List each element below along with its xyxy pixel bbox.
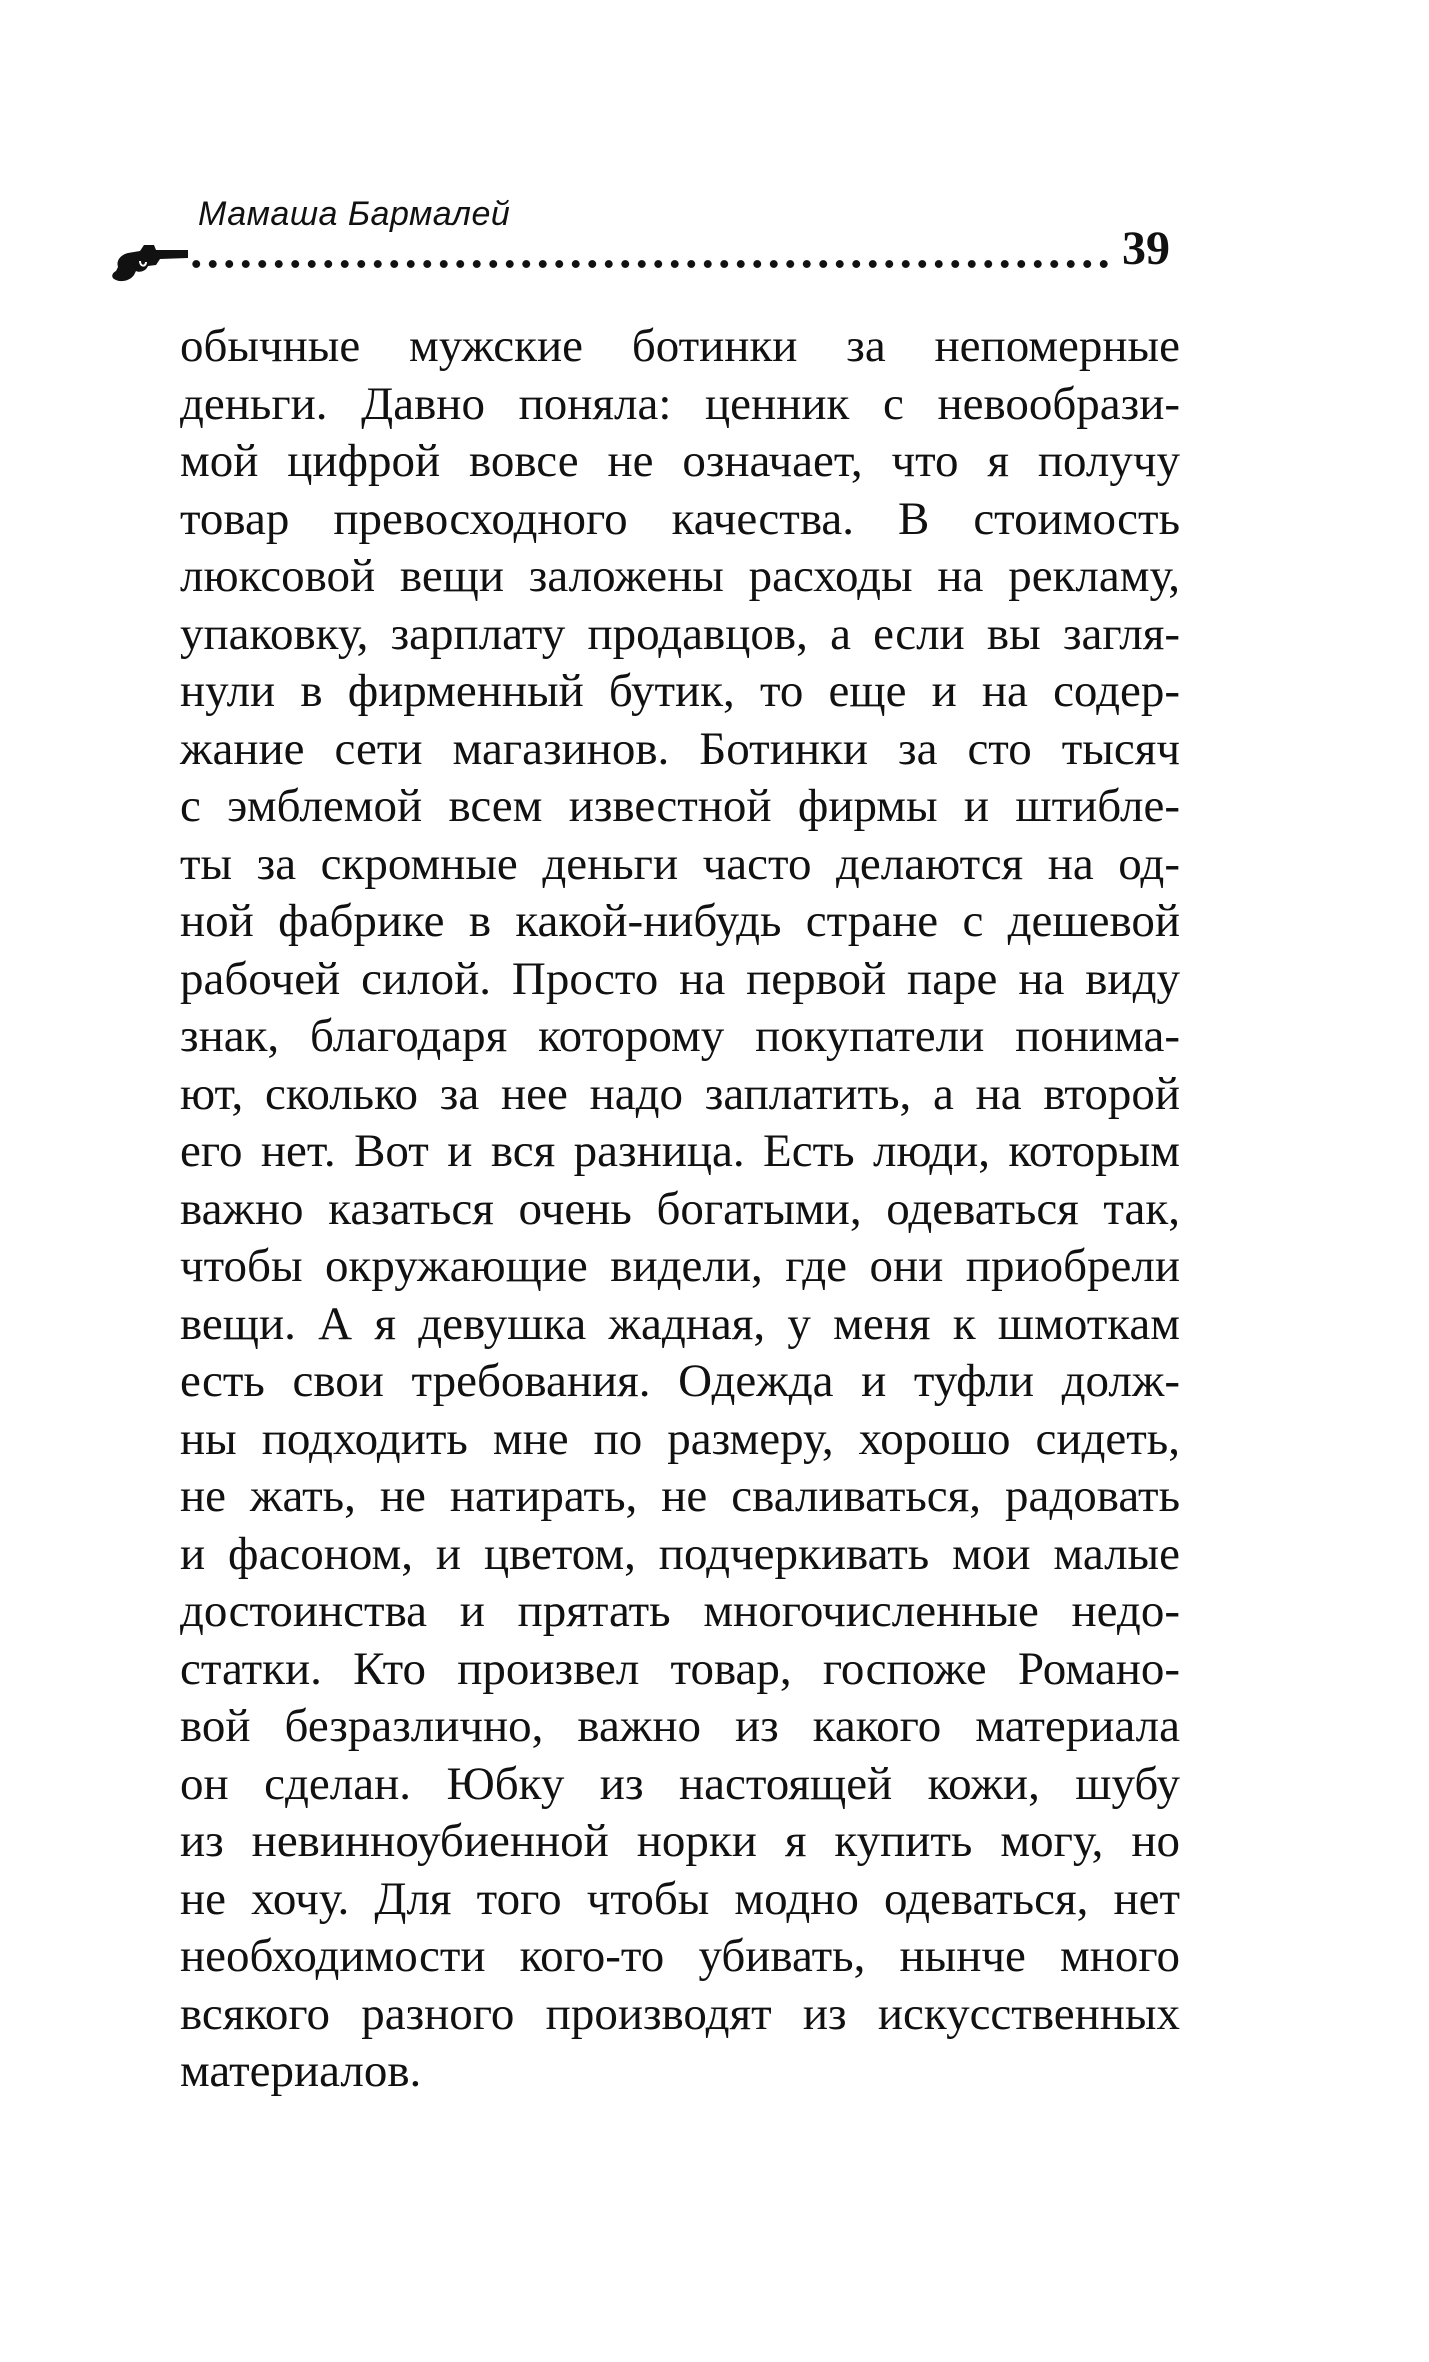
text-line: с эмблемой всем известной фирмы и штибле- (180, 780, 1180, 832)
text-line: нули в фирменный бутик, то еще и на содер- (180, 665, 1180, 717)
text-line: мой цифрой вовсе не означает, что я получу (180, 435, 1180, 487)
text-line: важно казаться очень богатыми, одеваться так, (180, 1182, 1180, 1235)
text-line: необходимости кого-то убивать, нынче много (180, 1930, 1180, 1982)
text-line: ют, сколько за нее надо заплатить, а на второй (180, 1067, 1180, 1120)
text-line: деньги. Давно поняла: ценник с невообрази- (180, 377, 1180, 430)
text-line: товар превосходного качества. В стоимость (180, 492, 1180, 545)
text-line: всякого разного производят из искусственных (180, 1987, 1180, 2040)
text-line: жание сети магазинов. Ботинки за сто тысяч (180, 722, 1180, 775)
text-line: чтобы окружающие видели, где они приобрели (180, 1240, 1180, 1292)
text-line: статки. Кто произвел товар, госпоже Романо- (180, 1642, 1180, 1695)
running-title: Мамаша Бармалей (198, 195, 511, 233)
page-number: 39 (1122, 222, 1170, 275)
text-line: рабочей силой. Просто на первой паре на виду (180, 952, 1180, 1005)
body-text (180, 318, 1180, 2101)
text-line: упаковку, зарплату продавцов, а если вы загля- (180, 607, 1180, 660)
text-line: вещи. А я девушка жадная, у меня к шмоткам (180, 1297, 1180, 1350)
text-line: вой безразлично, важно из какого материала (180, 1700, 1180, 1752)
text-line: не хочу. Для того чтобы модно одеваться, нет (180, 1872, 1180, 1925)
text-line: не жать, не натирать, не сваливаться, радовать (180, 1470, 1180, 1522)
text-line: есть свои требования. Одежда и туфли долж- (180, 1355, 1180, 1407)
text-line: знак, благодаря которому покупатели понима- (180, 1010, 1180, 1062)
text-line: он сделан. Юбку из настоящей кожи, шубу (180, 1757, 1180, 1810)
text-line: ны подходить мне по размеру, хорошо сидеть, (180, 1412, 1180, 1465)
text-line: материалов. (180, 2045, 422, 2097)
revolver-icon (110, 237, 190, 283)
text-line: обычные мужские ботинки за непомерные (180, 320, 1180, 372)
text-line: ты за скромные деньги часто делаются на од- (180, 837, 1180, 890)
dot-leader (188, 257, 1108, 271)
running-header (110, 195, 1170, 285)
text-line: люксовой вещи заложены расходы на рекламу, (180, 550, 1180, 602)
text-line: ной фабрике в какой-нибудь стране с дешевой (180, 895, 1180, 947)
text-line: достоинства и прятать многочисленные недо- (180, 1585, 1180, 1637)
text-line: из невинноубиенной норки я купить могу, но (180, 1815, 1180, 1867)
text-line: его нет. Вот и вся разница. Есть люди, которым (180, 1125, 1180, 1177)
text-line: и фасоном, и цветом, подчеркивать мои малые (180, 1527, 1180, 1580)
